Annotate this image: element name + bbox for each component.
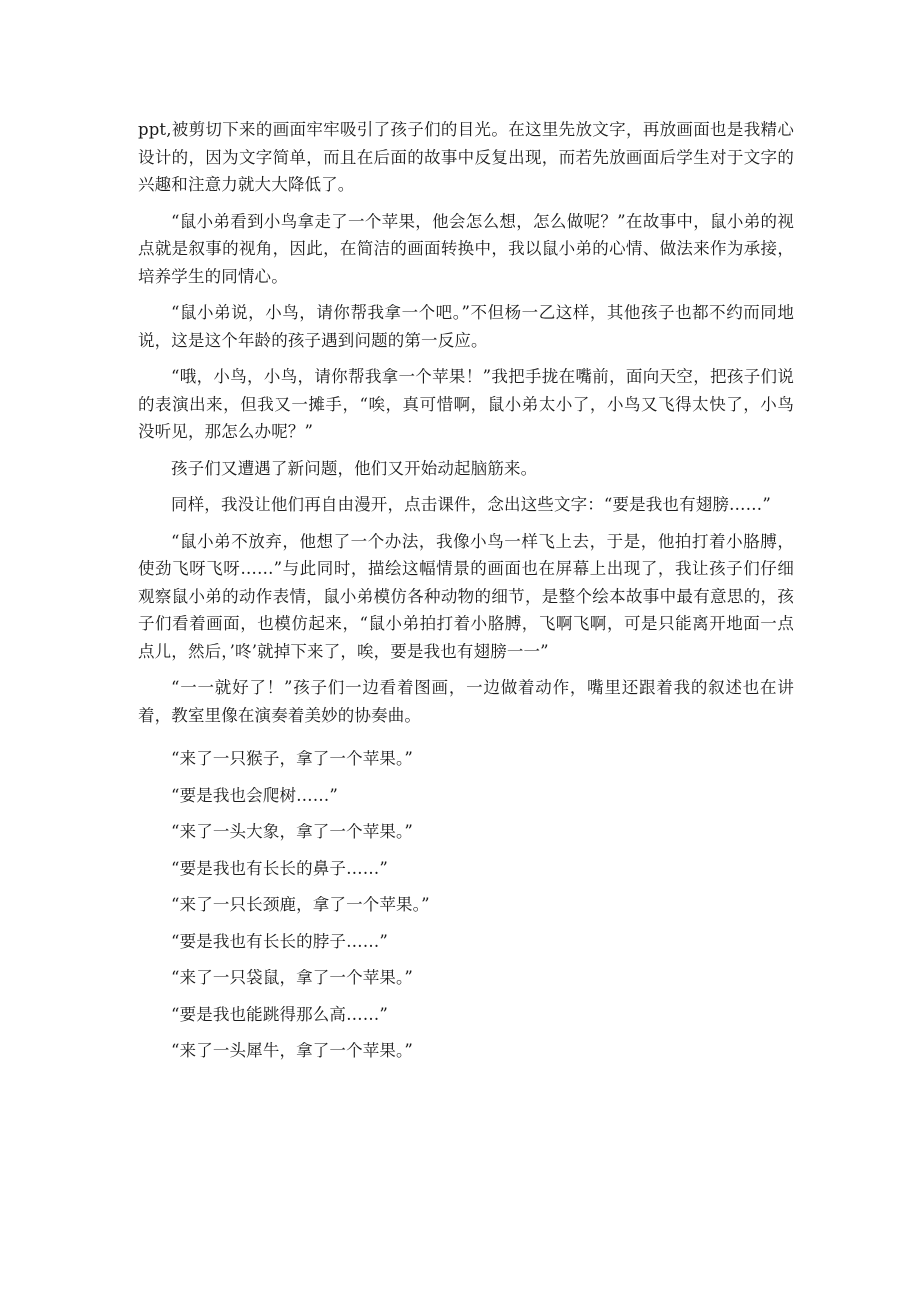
dialogue-line: “要是我也有长长的脖子……” <box>171 931 388 951</box>
dialogue-line: “要是我也会爬树……” <box>171 785 339 805</box>
document-body <box>138 116 794 1074</box>
paragraph: 孩子们又遭遇了新问题，他们又开始动起脑筋来。 <box>171 458 538 478</box>
paragraph: “哦，小鸟，小鸟，请你帮我拿一个苹果！”我把手拢在嘴前，面向天空，把孩子们说的表演出来，但我又一摊手，“唉，真可惜啊，鼠小弟太小了，小鸟又飞得太快了，小鸟没听见，那怎么办呢？” <box>138 367 794 441</box>
paragraph-continuation: ppt,被剪切下来的画面牢牢吸引了孩子们的目光。在这里先放文字，再放画面也是我精心设计的，因为文字简单，而且在后面的故事中反复出现，而若先放画面后学生对于文字的兴趣和注意力就大大降低了。 <box>138 120 794 194</box>
paragraph: “一一就好了！”孩子们一边看着图画，一边做着动作，嘴里还跟着我的叙述也在讲着，教室里像在演奏着美妙的协奏曲。 <box>138 678 794 725</box>
dialogue-line: “要是我也能跳得那么高……” <box>171 1004 388 1024</box>
dialogue-line: “来了一只长颈鹿，拿了一个苹果。” <box>171 895 430 914</box>
dialogue-line: “要是我也有长长的鼻子……” <box>171 858 388 878</box>
paragraph: 同样，我没让他们再自由漫开，点击课件，念出这些文字：“要是我也有翅膀……” <box>171 495 771 514</box>
dialogue-line: “来了一头犀牛，拿了一个苹果。” <box>171 1041 414 1060</box>
paragraph: “鼠小弟说，小鸟，请你帮我拿一个吧。”不但杨一乙这样，其他孩子也都不约而同地说，这是这个年龄的孩子遇到问题的第一反应。 <box>138 303 794 350</box>
paragraph: “鼠小弟看到小鸟拿走了一个苹果，他会怎么想，怎么做呢？”在故事中，鼠小弟的视点就是叙事的视角，因此，在简洁的画面转换中，我以鼠小弟的心情、做法来作为承接，培养学生的同情心。 <box>138 211 794 286</box>
dialogue-line: “来了一只猴子，拿了一个苹果。” <box>171 749 414 768</box>
dialogue-line: “来了一只袋鼠，拿了一个苹果。” <box>171 968 414 987</box>
paragraph: “鼠小弟不放弃，他想了一个办法，我像小鸟一样飞上去，于是，他拍打着小胳膊，使劲飞呀飞呀……”与此同时，描绘这幅情景的画面也在屏幕上出现了，我让孩子们仔细观察鼠小弟的动作表情，鼠小弟模仿各种动物的细节，是整个绘本故事中最有意思的，孩子们看着画面，也模仿起来，“鼠小弟拍打着小胳膊，飞啊飞啊，可是只能离开地面一点点儿，然后，’咚’就掉下来了，唉，要是我也有翅膀一一” <box>138 531 794 661</box>
dialogue-line: “来了一头大象，拿了一个苹果。” <box>171 822 414 841</box>
